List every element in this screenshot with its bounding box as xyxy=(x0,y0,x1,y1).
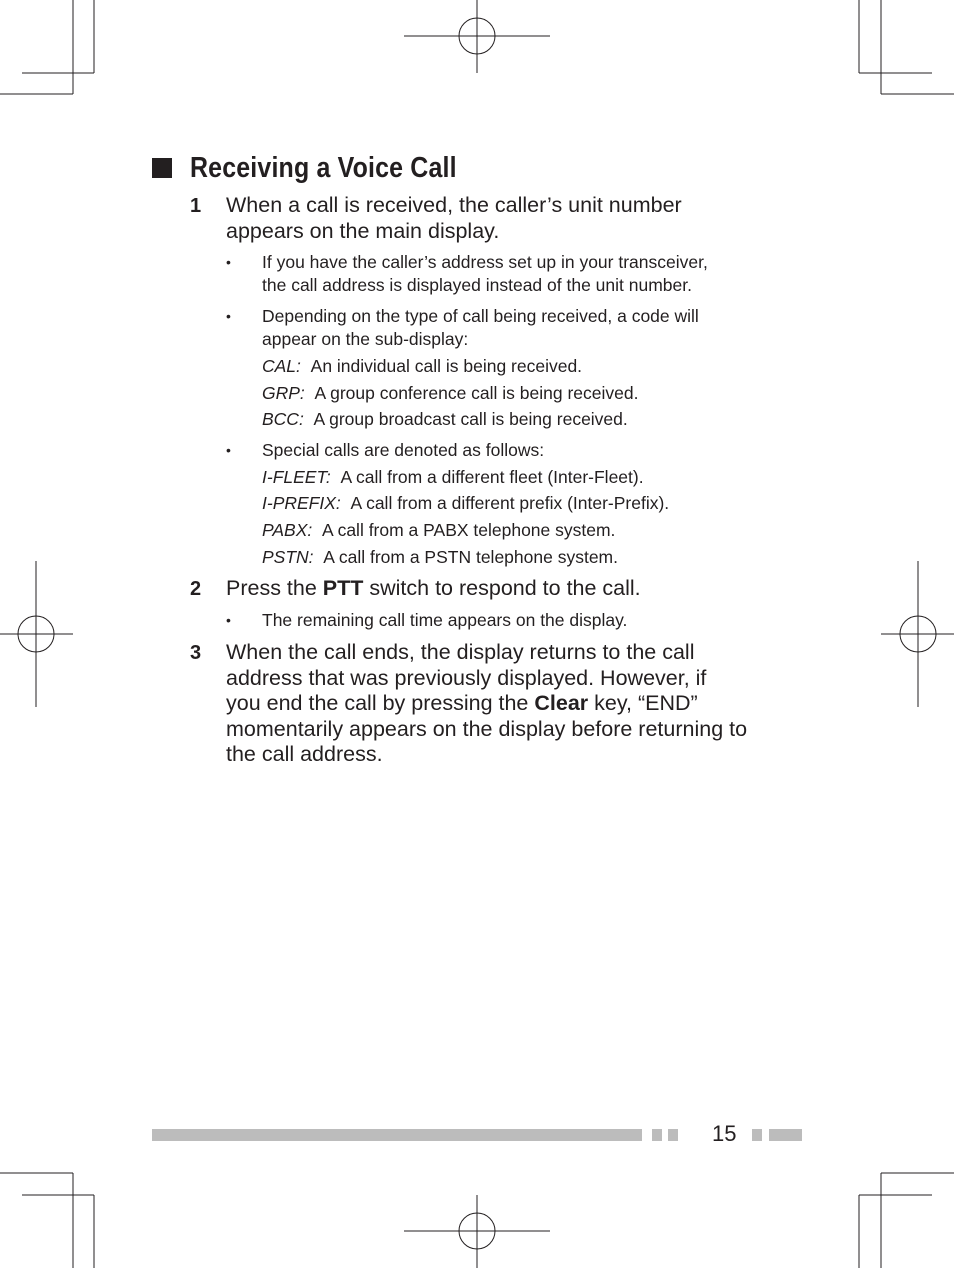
bullet-line: Depending on the type of call being received, a code will xyxy=(262,306,699,326)
step-text-part: key, “END” xyxy=(588,691,698,715)
bullet-line: If you have the caller’s address set up in your transceiver, xyxy=(262,252,708,272)
code-row-cal xyxy=(262,355,582,378)
step-number: 3 xyxy=(190,642,202,664)
step-number: 1 xyxy=(190,195,202,217)
code-description: A group broadcast call is being received. xyxy=(313,409,628,429)
step-line: When a call is received, the caller’s unit number xyxy=(226,193,682,217)
code-description: A call from a PSTN telephone system. xyxy=(323,547,618,567)
bullet-text xyxy=(262,439,807,462)
square-bullet-icon xyxy=(152,158,172,178)
bullet-dot-icon: • xyxy=(226,442,231,458)
code-description: A group conference call is being received. xyxy=(314,383,639,403)
code-row-grp xyxy=(262,382,638,405)
step-line: the call address. xyxy=(226,742,383,766)
footer-square xyxy=(652,1129,662,1141)
bullet-dot-icon: • xyxy=(226,308,231,324)
page-number: 15 xyxy=(712,1121,737,1146)
step-text-part: you end the call by pressing the xyxy=(226,691,535,715)
ptt-key-label: PTT xyxy=(322,576,364,600)
bullet-line: the call address is displayed instead of the unit number. xyxy=(262,275,692,295)
code-row-iprefix xyxy=(262,492,669,515)
step-line: address that was previously displayed. However, if xyxy=(226,665,707,690)
footer-bar xyxy=(769,1129,802,1141)
clear-key-label: Clear xyxy=(534,691,589,715)
code-row-ifleet xyxy=(262,466,644,489)
code-row-bcc xyxy=(262,408,628,431)
section-heading xyxy=(152,148,500,188)
bullet-text xyxy=(262,251,807,297)
footer-bar xyxy=(152,1129,642,1141)
bullet-line: Special calls are denoted as follows: xyxy=(262,440,545,460)
code-key: PSTN: xyxy=(262,547,314,567)
code-description: A call from a different fleet (Inter-Fleet). xyxy=(340,467,644,487)
code-description: A call from a PABX telephone system. xyxy=(322,520,616,540)
code-row-pstn xyxy=(262,546,618,569)
code-key: BCC: xyxy=(262,409,304,429)
footer-square xyxy=(752,1129,762,1141)
bullet-dot-icon: • xyxy=(226,254,231,270)
code-key: CAL: xyxy=(262,356,301,376)
code-key: GRP: xyxy=(262,383,305,403)
bullet-text xyxy=(262,305,807,351)
heading-title: Receiving a Voice Call xyxy=(190,151,457,184)
code-key: I-PREFIX: xyxy=(262,493,341,513)
code-row-pabx xyxy=(262,519,615,542)
code-key: I-FLEET: xyxy=(262,467,331,487)
bullet-line: The remaining call time appears on the display. xyxy=(262,610,628,630)
step-line: appears on the main display. xyxy=(226,218,500,243)
step-line xyxy=(226,691,796,717)
bullet-line: appear on the sub-display: xyxy=(262,329,469,349)
bullet-dot-icon: • xyxy=(226,612,231,628)
step-text xyxy=(226,193,796,244)
step-text xyxy=(226,640,796,768)
step-text xyxy=(226,576,796,602)
step-text-part: switch to respond to the call. xyxy=(363,576,641,600)
step-line: momentarily appears on the display before returning to xyxy=(226,716,748,741)
footer-square xyxy=(668,1129,678,1141)
step-text-part: Press the xyxy=(226,576,323,600)
bullet-text xyxy=(262,609,807,632)
code-description: An individual call is being received. xyxy=(310,356,583,376)
code-description: A call from a different prefix (Inter-Prefix). xyxy=(350,493,670,513)
step-number: 2 xyxy=(190,578,202,600)
step-line: When the call ends, the display returns to the call xyxy=(226,640,695,664)
code-key: PABX: xyxy=(262,520,313,540)
